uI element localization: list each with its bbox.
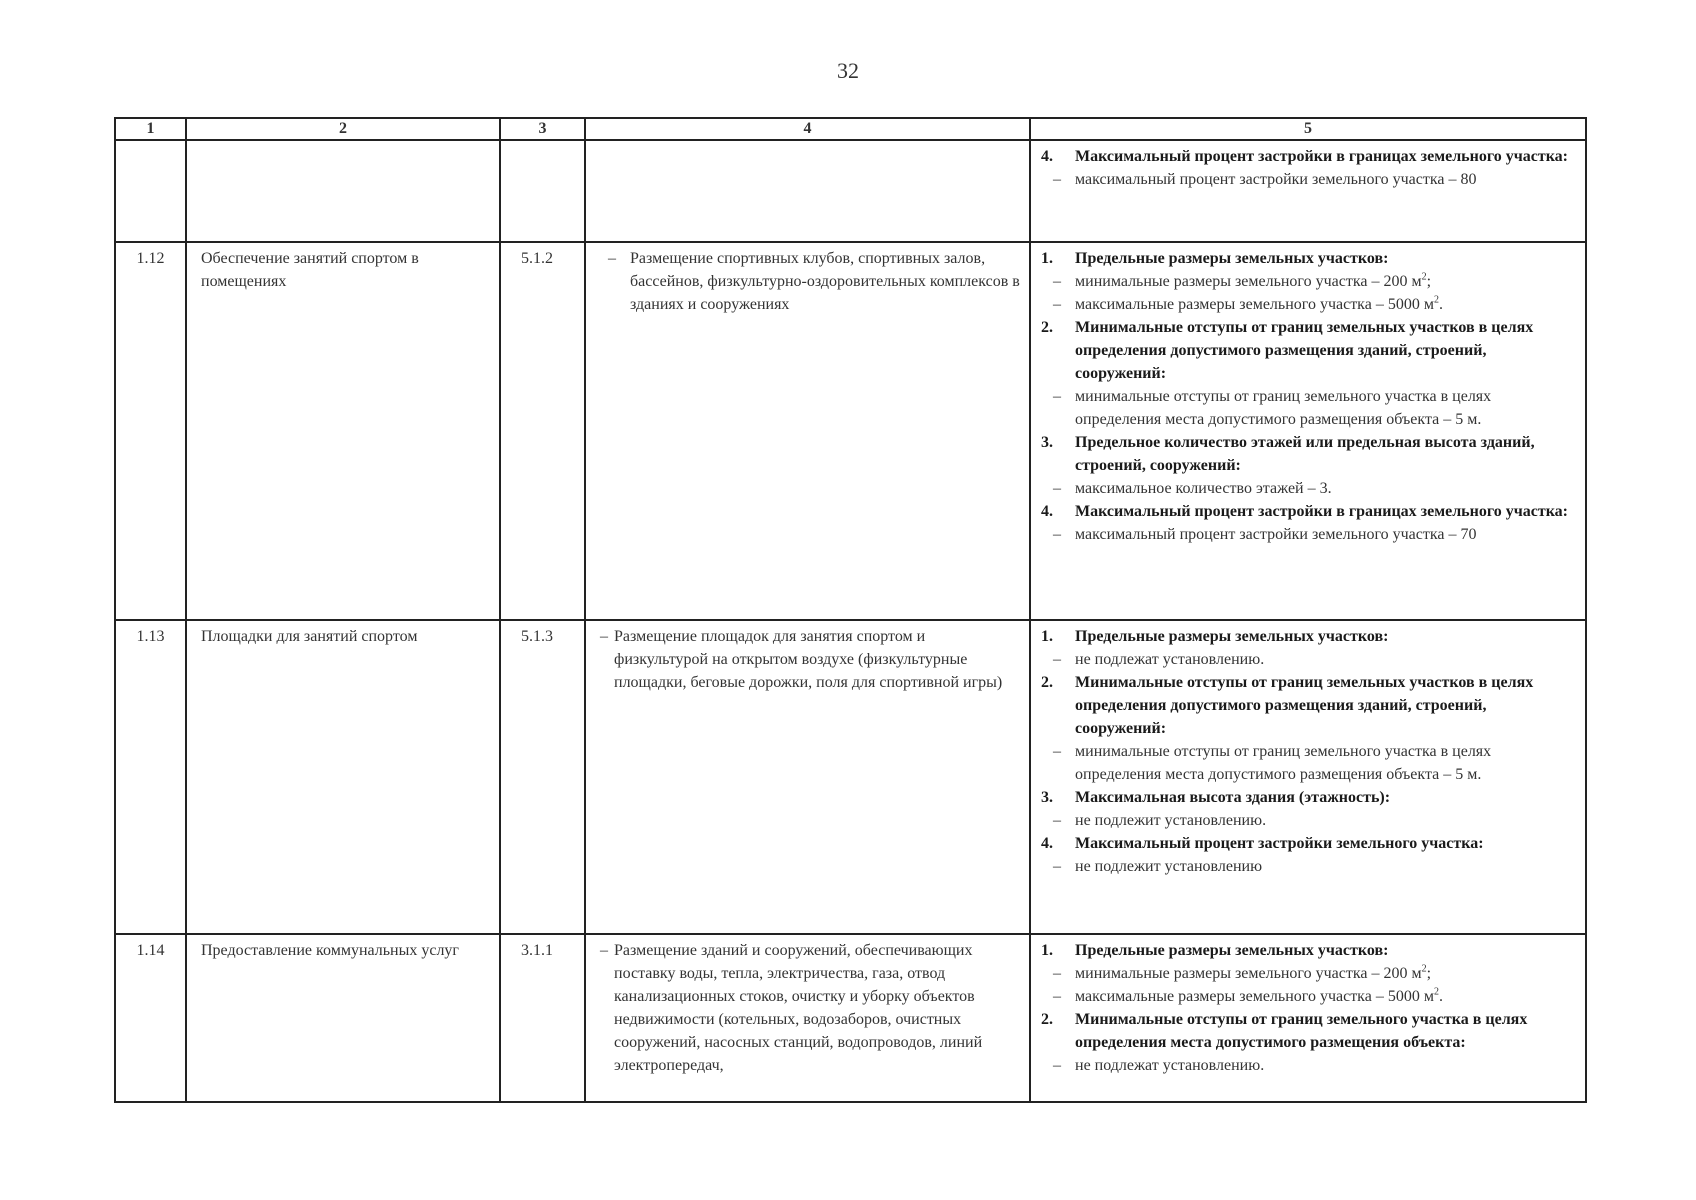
use-code-cell: 3.1.1	[500, 934, 585, 1102]
heading-text: Максимальный процент застройки в границах земельного участка:	[1075, 503, 1568, 520]
parameter-heading	[1039, 247, 1579, 270]
description-text: Размещение спортивных клубов, спортивных залов, бассейнов, физкультурно-оздоровительных комплексов в зданиях и сооружениях	[630, 250, 1020, 313]
parameter-value	[1039, 523, 1579, 546]
dash-marker: –	[1053, 858, 1061, 875]
dash-marker: –	[600, 628, 608, 645]
value-text: минимальные отступы от границ земельного участка в целях определения места допустимого размещения объекта – 5 м.	[1075, 743, 1492, 783]
parameter-value	[1039, 740, 1579, 786]
dash-marker: –	[1053, 965, 1061, 982]
dash-marker: –	[608, 250, 616, 267]
parameter-value	[1039, 809, 1579, 832]
row-number-cell: 1.14	[115, 934, 186, 1102]
column-header: 5	[1030, 118, 1586, 140]
regulations-table	[114, 117, 1587, 1103]
value-tail: .	[1438, 296, 1443, 313]
value-text: минимальные размеры земельного участка – 200 м	[1075, 273, 1422, 290]
description-cell	[585, 242, 1030, 620]
description-item	[594, 939, 1023, 1077]
superscript: 2	[1433, 294, 1439, 306]
parameter-value	[1039, 648, 1579, 671]
parameter-heading	[1039, 431, 1579, 477]
description-text: Размещение площадок для занятия спортом и физкультурой на открытом воздухе (физкультурные площадки, беговые дорожки, поля для спортивной игры)	[614, 628, 1003, 691]
column-header: 3	[500, 118, 585, 140]
parameter-heading	[1039, 316, 1579, 385]
heading-text: Максимальный процент застройки в границах земельного участка:	[1075, 148, 1568, 165]
dash-marker: –	[1053, 1057, 1061, 1074]
heading-number: 1.	[1041, 942, 1053, 959]
parameter-heading	[1039, 145, 1579, 168]
description-item	[594, 247, 1023, 316]
description-item	[594, 625, 1023, 694]
use-name-cell: Обеспечение занятий спортом в помещениях	[186, 242, 500, 620]
dash-marker: –	[1053, 171, 1061, 188]
heading-text: Предельные размеры земельных участков:	[1075, 942, 1389, 959]
parameter-heading	[1039, 671, 1579, 740]
parameter-heading	[1039, 500, 1579, 523]
heading-number: 1.	[1041, 628, 1053, 645]
use-name-cell: Площадки для занятий спортом	[186, 620, 500, 934]
value-text: не подлежат установлению.	[1075, 651, 1265, 668]
heading-text: Предельные размеры земельных участков:	[1075, 250, 1389, 267]
heading-text: Минимальные отступы от границ земельных участков в целях определения допустимого размещения зданий, строений, сооружений:	[1075, 674, 1534, 737]
value-text: максимальные размеры земельного участка – 5000 м	[1075, 988, 1434, 1005]
row-number-cell: 1.13	[115, 620, 186, 934]
heading-text: Максимальный процент застройки земельного участка:	[1075, 835, 1484, 852]
heading-number: 4.	[1041, 503, 1053, 520]
table-header-row	[115, 118, 1586, 140]
parameter-value	[1039, 168, 1579, 191]
superscript: 2	[1433, 986, 1439, 998]
dash-marker: –	[1053, 480, 1061, 497]
column-header: 1	[115, 118, 186, 140]
heading-text: Минимальные отступы от границ земельного участка в целях определения места допустимого размещения объекта:	[1075, 1011, 1528, 1051]
heading-text: Предельное количество этажей или предельная высота зданий, строений, сооружений:	[1075, 434, 1535, 474]
parameter-heading	[1039, 1008, 1579, 1054]
heading-number: 4.	[1041, 148, 1053, 165]
value-text: минимальные размеры земельного участка – 200 м	[1075, 965, 1422, 982]
table-row	[115, 242, 1586, 620]
superscript: 2	[1421, 963, 1427, 975]
parameter-heading	[1039, 832, 1579, 855]
parameter-value	[1039, 985, 1579, 1008]
parameters-cell	[1030, 242, 1586, 620]
parameter-heading	[1039, 786, 1579, 809]
heading-number: 2.	[1041, 1011, 1053, 1028]
dash-marker: –	[1053, 988, 1061, 1005]
value-text: максимальные размеры земельного участка – 5000 м	[1075, 296, 1434, 313]
value-text: минимальные отступы от границ земельного участка в целях определения места допустимого размещения объекта – 5 м.	[1075, 388, 1492, 428]
parameters-cell	[1030, 620, 1586, 934]
heading-number: 2.	[1041, 319, 1053, 336]
dash-marker: –	[1053, 743, 1061, 760]
value-text: максимальное количество этажей – 3.	[1075, 480, 1332, 497]
description-text: Размещение зданий и сооружений, обеспечивающих поставку воды, тепла, электричества, газа, отвод канализационных стоков, очистку и уборку объектов недвижимости (котельных, водозаборов, очистных сооружений, насосных станций, водопроводов, линий электропередач,	[614, 942, 983, 1074]
parameter-heading	[1039, 939, 1579, 962]
use-code-cell: 5.1.3	[500, 620, 585, 934]
description-cell	[585, 620, 1030, 934]
value-text: не подлежат установлению.	[1075, 1057, 1265, 1074]
use-code-cell	[500, 140, 585, 242]
column-header: 4	[585, 118, 1030, 140]
use-name-cell: Предоставление коммунальных услуг	[186, 934, 500, 1102]
value-text: максимальный процент застройки земельного участка – 70	[1075, 526, 1477, 543]
parameter-value	[1039, 385, 1579, 431]
dash-marker: –	[600, 942, 608, 959]
row-number-cell	[115, 140, 186, 242]
heading-text: Предельные размеры земельных участков:	[1075, 628, 1389, 645]
heading-text: Минимальные отступы от границ земельных участков в целях определения допустимого размещения зданий, строений, сооружений:	[1075, 319, 1534, 382]
table-row	[115, 140, 1586, 242]
heading-number: 3.	[1041, 789, 1053, 806]
heading-number: 2.	[1041, 674, 1053, 691]
parameter-heading	[1039, 625, 1579, 648]
parameter-value	[1039, 1054, 1579, 1077]
value-text: не подлежит установлению	[1075, 858, 1263, 875]
row-number-cell: 1.12	[115, 242, 186, 620]
heading-text: Максимальная высота здания (этажность):	[1075, 789, 1391, 806]
parameter-value	[1039, 477, 1579, 500]
dash-marker: –	[1053, 526, 1061, 543]
parameter-value	[1039, 270, 1579, 293]
dash-marker: –	[1053, 651, 1061, 668]
heading-number: 1.	[1041, 250, 1053, 267]
description-cell	[585, 934, 1030, 1102]
parameter-value	[1039, 962, 1579, 985]
use-name-cell	[186, 140, 500, 242]
heading-number: 3.	[1041, 434, 1053, 451]
dash-marker: –	[1053, 296, 1061, 313]
value-tail: .	[1438, 988, 1443, 1005]
description-cell	[585, 140, 1030, 242]
value-text: не подлежит установлению.	[1075, 812, 1267, 829]
heading-number: 4.	[1041, 835, 1053, 852]
dash-marker: –	[1053, 388, 1061, 405]
value-text: максимальный процент застройки земельного участка – 80	[1075, 171, 1477, 188]
superscript: 2	[1421, 271, 1427, 283]
page-number: 32	[837, 58, 859, 83]
parameter-value	[1039, 293, 1579, 316]
table-row	[115, 934, 1586, 1102]
dash-marker: –	[1053, 812, 1061, 829]
parameter-value	[1039, 855, 1579, 878]
parameters-cell	[1030, 140, 1586, 242]
value-tail: ;	[1426, 965, 1432, 982]
dash-marker: –	[1053, 273, 1061, 290]
parameters-cell	[1030, 934, 1586, 1102]
column-header: 2	[186, 118, 500, 140]
value-tail: ;	[1426, 273, 1432, 290]
use-code-cell: 5.1.2	[500, 242, 585, 620]
table-row	[115, 620, 1586, 934]
